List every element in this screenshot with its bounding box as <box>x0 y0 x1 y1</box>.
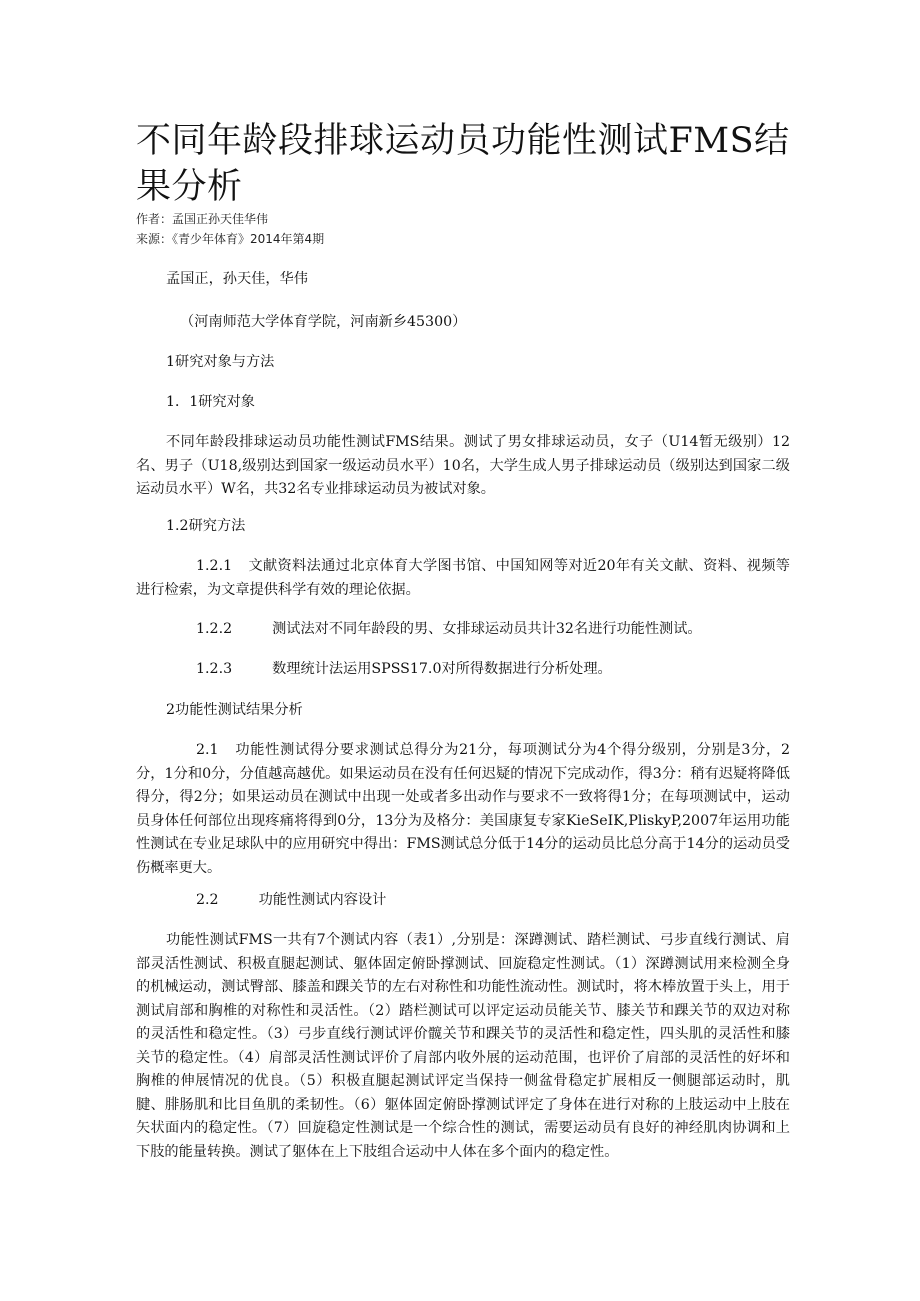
section-2-1-text: 功能性测试得分要求测试总得分为21分，每项测试分为4个得分级别，分别是3分，2分，1分和0分，分值越高越优。如果运动员在没有任何迟疑的情况下完成动作，得3分：稍有迟疑将降低得分，得2分；如果运动员在测试中出现一处或者多出动作与要求不一致将得1分；在每项测试中，运动员身体任何部位出现疼痛将得到0分，13分为及格分：美国康复专家KieSeIK,PliskyP,2007年运用功能性测试在专业足球队中的应用研究中得出：FMS测试总分低于14分的运动员比总分高于14分的运动员受伤概率更大。 <box>136 742 790 876</box>
section-2-1-number: 2.1 <box>196 742 219 758</box>
section-2-1-paragraph <box>136 739 790 880</box>
author-line: 作者：孟国正孙天佳华伟 <box>136 212 269 226</box>
section-1-1-paragraph: 不同年龄段排球运动员功能性测试FMS结果。测试了男女排球运动员，女子（U14暂无级别）12名、男子（U18,级别达到国家一级运动员水平）10名，大学生成人男子排球运动员（级别达到国家二级运动员水平）W名，共32名专业排球运动员为被试对象。 <box>136 434 790 497</box>
section-1-2-1-paragraph <box>136 555 790 602</box>
section-1-2-2-text: 测试法对不同年龄段的男、女排球运动员共计32名进行功能性测试。 <box>272 621 702 637</box>
section-2-2-title: 功能性测试内容设计 <box>258 892 387 908</box>
affiliation: （河南师范大学体育学院，河南新乡45300） <box>180 314 467 330</box>
section-2-2-number: 2.2 <box>196 892 219 908</box>
section-1-2-heading: 1.2研究方法 <box>166 518 246 534</box>
section-1-2-3-paragraph <box>136 658 790 682</box>
authors: 孟国正，孙天佳，华伟 <box>166 271 308 287</box>
section-1-2-2-paragraph <box>136 618 790 642</box>
section-1-1-heading: 1．1研究对象 <box>166 394 255 410</box>
section-1-2-1-text: 文献资料法通过北京体育大学图书馆、中国知网等对近20年有关文献、资料、视频等进行检索，为文章提供科学有效的理论依据。 <box>136 558 790 598</box>
source-line: 来源：《青少年体育》2014年第4期 <box>136 232 325 246</box>
section-1-2-2-number: 1.2.2 <box>196 621 233 637</box>
article-title: 不同年龄段排球运动员功能性测试FMS结果分析 <box>136 121 790 207</box>
section-1-2-3-text: 数理统计法运用SPSS17.0对所得数据进行分析处理。 <box>272 661 612 677</box>
section-2-2-heading <box>136 889 790 913</box>
section-2-heading: 2功能性测试结果分析 <box>166 702 303 718</box>
section-1-2-3-number: 1.2.3 <box>196 661 233 677</box>
section-2-2-paragraph: 功能性测试FMS一共有7个测试内容（表1）,分别是：深蹲测试、踏栏测试、弓步直线行测试、肩部灵活性测试、积极直腿起测试、躯体固定俯卧撑测试、回旋稳定性测试。（1）深蹲测试用来检测全身的机械运动，测试臀部、膝盖和踝关节的左右对称性和功能性流动性。测试时，将木棒放置于头上，用于测试肩部和胸椎的对称性和灵活性。（2）踏栏测试可以评定运动员能关节、膝关节和踝关节的双边对称的灵活性和稳定性。（3）弓步直线行测试评价髋关节和踝关节的灵活性和稳定性，四头肌的灵活性和膝关节的稳定性。（4）肩部灵活性测试评价了肩部内收外展的运动范围，也评价了肩部的灵活性的好坏和胸椎的伸展情况的优良。（5）积极直腿起测试评定当保持一侧盆骨稳定扩展相反一侧腿部运动时，肌腱、腓肠肌和比目鱼肌的柔韧性。（6）躯体固定俯卧撑测试评定了身体在进行对称的上肢运动中上肢在矢状面内的稳定性。（7）回旋稳定性测试是一个综合性的测试，需要运动员有良好的神经肌肉协调和上下肢的能量转换。测试了躯体在上下肢组合运动中人体在多个面内的稳定性。 <box>136 932 790 1160</box>
section-1-heading: 1研究对象与方法 <box>166 354 275 370</box>
section-1-2-1-number: 1.2.1 <box>196 558 233 574</box>
